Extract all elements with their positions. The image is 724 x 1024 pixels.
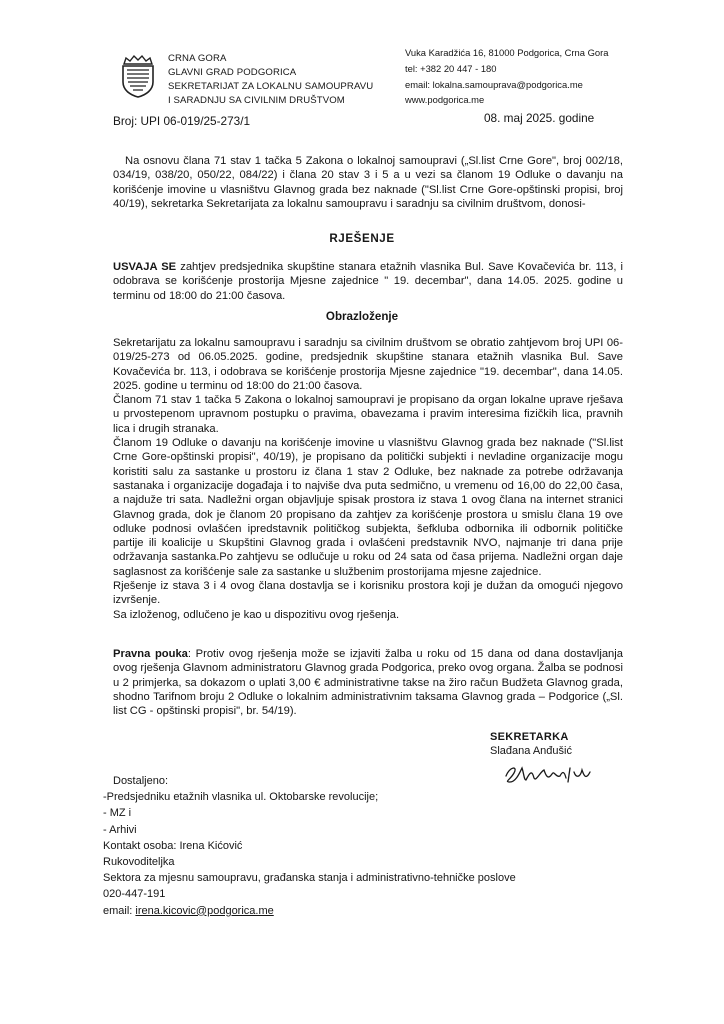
reasoning-paragraph: Sekretarijatu za lokalnu samoupravu i saradnju sa civilnim društvom se obratio zahtjevom broj UPI 06-019/25-273 od 06.05.2025. godine, predsjednik skupštine stanara etažnih vlasnika Bul. Save Kovačevića br. 113, i odobrava se korišćenje prostorija Mjesne zajednice "19. decembar", dana 14.05. 2025. godine u terminu od 18:00 do 21:00 časova. <box>113 337 623 392</box>
contact-phone: 020-447-191 <box>103 888 166 901</box>
office-email: email: lokalna.samouprava@podgorica.me <box>405 78 583 90</box>
recipient-item: - MZ i <box>103 807 132 820</box>
address: Vuka Karadžića 16, 81000 Podgorica, Crna Gora <box>405 47 609 58</box>
podgorica-coat-of-arms-icon <box>120 52 156 98</box>
contact-email-line <box>103 903 516 919</box>
footer-block <box>103 773 516 919</box>
contact-block <box>405 45 608 108</box>
secretariat-name-line1: SEKRETARIJAT ZA LOKALNU SAMOUPRAVU <box>168 81 374 92</box>
recipient-item: - Arhivi <box>103 823 137 836</box>
recipient-item: -Predsjedniku etažnih vlasnika ul. Oktobarske revolucije; <box>103 791 379 804</box>
reasoning-title: Obrazloženje <box>325 310 399 323</box>
reasoning-paragraph: Sa izloženog, odlučeno je kao u dispozitivu ovog rješenja. <box>113 608 400 621</box>
contact-email-link[interactable]: irena.kicovic@podgorica.me <box>135 904 274 917</box>
legal-instruction-lead: Pravna pouka <box>113 648 188 660</box>
decision-text: zahtjev predsjednika skupštine stanara etažnih vlasnika Bul. Save Kovačevića br. 113, i odobrava se korišćenje prostorija Mjesne zajednice " 19. decembar", dana 14.05. 2025. godine u terminu od 18:00 do 21:00 časova. <box>113 261 624 302</box>
contact-department: Sektora za mjesnu samoupravu, građanska stanja i administrativno-tehničke poslove <box>103 872 516 885</box>
reasoning-paragraph: Rješenje iz stava 3 i 4 ovog člana dostavlja se i korisniku prostora koji je dužan da omogući njegovo izvršenje. <box>113 580 623 607</box>
city-name: GLAVNI GRAD PODGORICA <box>168 67 297 78</box>
signatory-title: SEKRETARKA <box>490 731 569 743</box>
reasoning-section <box>113 336 623 622</box>
legal-instruction <box>113 647 623 718</box>
website: www.podgorica.me <box>405 94 485 106</box>
decision-lead: USVAJA SE <box>113 261 177 273</box>
telephone: tel: +382 20 447 - 180 <box>405 62 497 74</box>
contact-role: Rukovoditeljka <box>103 856 175 869</box>
signature-block <box>490 730 572 758</box>
contact-email-label: email: <box>103 904 136 917</box>
delivered-label: Dostaljeno: <box>113 775 169 787</box>
country-name: CRNA GORA <box>168 53 227 64</box>
secretariat-name-line2: I SARADNJU SA CIVILNIM DRUŠTVOM <box>168 95 345 106</box>
intro-paragraph: Na osnovu člana 71 stav 1 tačka 5 Zakona o lokalnoj samoupravi („Sl.list Crne Gore", broj 002/18, 034/19, 038/20, 050/22, 084/22) i člana 20 stav 3 i 5 a u vezi sa članom 19 Odluke o davanju na korišćenje imovine u vlasništvu Glavnog grada bez naknade ("Sl.list Crne Gore-opštinski propisi, broj 40/19), sekretarka Sekretarijata za lokalnu samoupravu i saradnju sa civilnim društvom, donosi- <box>113 155 623 210</box>
decision-paragraph <box>113 260 623 303</box>
document-date: 08. maj 2025. godine <box>484 111 595 125</box>
legal-instruction-text: : Protiv ovog rješenja može se izjaviti žalba u roku od 15 dana od dana dostavljanja ovog rješenja Glavnom administratoru Glavnog grada Podgorica, preko ovog organa. Žalba se podnosi u 2 primjerka, sa dokazom o uplati 3,00 € administrativne takse na žiro račun Budžeta Glavnog grada, shodno Tarifnom broju 2 Odluke o lokalnim administrativnim taksama Glavnog grada – Podgorice („Sl. list CG - opštinski propisi", br. 54/19). <box>113 648 623 718</box>
signatory-name: Slađana Anđušić <box>490 745 572 757</box>
contact-person: Kontakt osoba: Irena Kićović <box>103 839 243 852</box>
reference-number: Broj: UPI 06-019/25-273/1 <box>113 114 251 128</box>
decision-title: RJEŠENJE <box>329 232 395 245</box>
reasoning-paragraph: Članom 19 Odluke o davanju na korišćenje imovine u vlasništvu Glavnog grada bez naknade ("Sl.list Crne Gore-opštinski propisi", 40/19), je propisano da politički subjekti i nevladine organizacije mogu koristiti salu za sastanke u prostoru iz člana 1 stav 2 Odluke, bez naknade za potrebe održavanja sastanaka i organizacije događaja i to najviše dva puta sedmično, u vremenu od 16,00 do 22,00 časa, a najduže tri sata. Nadležni organ objavljuje spisak prostora iz stava 1 ovog člana na internet stranici Glavnog grada, dok je članom 20 propisano da zahtjev za korišćenje prostora u smislu člana 19 ove odluke podnosi ovlašćen ipredstavnik političkog subjekta, šefkluba odbornika ili odbornik političke partije ili koalicije u Skupštini Glavnog grada i ovlašćeni predstavnik NVO, najmanje tri dana prije održavanja sastanka.Po zahtjevu se odlučuje u roku od 24 sata od časa prijema. Nadležni organ daje saglasnost za korišćenje sale za sastanke u službenim prostorijama mjesne zajednice. <box>113 437 623 578</box>
institution-block <box>168 52 373 108</box>
reasoning-paragraph: Članom 71 stav 1 tačka 5 Zakona o lokalnoj samoupravi je propisano da organ lokalne uprave rješava u prvostepenom upravnom postupku o pravima, obavezama i pravim interesima fizičkih lica, pravnih lica i drugih stranaka. <box>113 394 623 435</box>
